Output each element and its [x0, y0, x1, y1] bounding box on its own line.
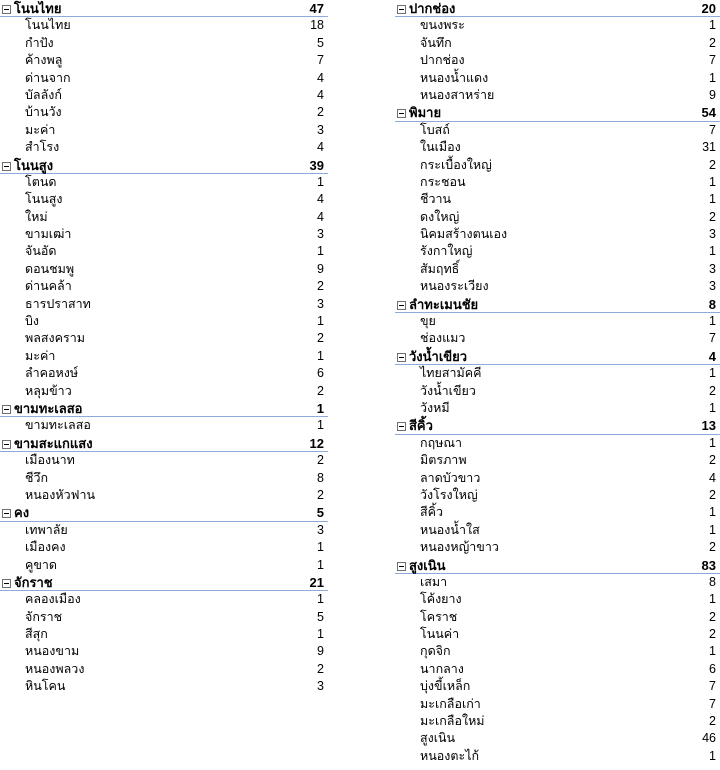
district-name: วังน้ำเขียว	[409, 348, 468, 364]
subdistrict-count: 1	[317, 592, 324, 607]
subdistrict-row[interactable]	[0, 522, 328, 539]
subdistrict-count: 2	[709, 627, 716, 642]
subdistrict-name: กำปัง	[25, 35, 54, 50]
subdistrict-count: 3	[317, 679, 324, 694]
subdistrict-name: สัมฤทธิ์	[420, 261, 460, 276]
subdistrict-row[interactable]	[395, 313, 720, 330]
subdistrict-name: ลาดบัวขาว	[420, 470, 481, 485]
collapse-toggle-icon[interactable]	[397, 422, 406, 431]
subdistrict-name: ปากช่อง	[420, 53, 465, 68]
collapse-toggle-icon[interactable]	[2, 405, 11, 414]
subdistrict-row[interactable]	[395, 261, 720, 278]
subdistrict-count: 1	[317, 557, 324, 572]
subdistrict-name: มะเกลือเก่า	[420, 696, 481, 711]
subdistrict-name: จันอัด	[25, 244, 57, 259]
subdistrict-name: คลองเมือง	[25, 592, 81, 607]
subdistrict-count: 3	[709, 279, 716, 294]
subdistrict-row[interactable]	[395, 435, 720, 452]
subdistrict-count: 2	[317, 105, 324, 120]
subdistrict-row[interactable]	[0, 348, 328, 365]
collapse-toggle-icon[interactable]	[2, 440, 11, 449]
subdistrict-row[interactable]	[0, 243, 328, 260]
subdistrict-name: ชีวาน	[420, 192, 452, 207]
subdistrict-row[interactable]	[0, 139, 328, 156]
subdistrict-name: หนองตะไก้	[420, 748, 480, 763]
subdistrict-row[interactable]	[395, 122, 720, 139]
subdistrict-count: 1	[709, 748, 716, 763]
subdistrict-row[interactable]	[395, 522, 720, 539]
subdistrict-name: จักราช	[25, 609, 63, 624]
subdistrict-name: วังโรงใหญ่	[420, 487, 478, 502]
subdistrict-row[interactable]	[395, 139, 720, 156]
subdistrict-name: เสมา	[420, 574, 448, 589]
subdistrict-row[interactable]	[0, 557, 328, 574]
subdistrict-name: โนนสูง	[25, 192, 63, 207]
subdistrict-row[interactable]	[0, 70, 328, 87]
subdistrict-name: วังน้ำเขียว	[420, 383, 476, 398]
subdistrict-name: หนองหญ้าขาว	[420, 540, 499, 555]
subdistrict-name: ชีวึก	[25, 470, 49, 485]
subdistrict-count: 2	[709, 714, 716, 729]
subdistrict-row[interactable]	[395, 539, 720, 556]
subdistrict-count: 18	[310, 18, 324, 33]
subdistrict-row[interactable]	[0, 609, 328, 626]
subdistrict-name: โบสถ์	[420, 122, 450, 137]
subdistrict-count: 5	[317, 609, 324, 624]
subdistrict-name: เมืองคง	[25, 540, 66, 555]
subdistrict-name: โนนค่า	[420, 627, 460, 642]
subdistrict-row[interactable]	[395, 17, 720, 34]
subdistrict-row[interactable]	[395, 383, 720, 400]
district-name: ปากช่อง	[409, 1, 456, 16]
subdistrict-name: หนองระเวียง	[420, 279, 489, 294]
subdistrict-name: โตนด	[25, 174, 57, 189]
district-name: สีคิ้ว	[409, 418, 433, 434]
subdistrict-name: บิง	[25, 314, 40, 329]
subdistrict-count: 31	[702, 140, 716, 155]
subdistrict-count: 1	[709, 174, 716, 189]
subdistrict-row[interactable]	[0, 643, 328, 660]
subdistrict-count: 1	[709, 314, 716, 329]
district-name: โนนสูง	[14, 157, 54, 173]
subdistrict-count: 1	[317, 348, 324, 363]
subdistrict-count: 3	[317, 227, 324, 242]
subdistrict-name: พลสงคราม	[25, 331, 85, 346]
district-total: 83	[701, 557, 716, 573]
subdistrict-count: 8	[317, 470, 324, 485]
subdistrict-row[interactable]	[395, 191, 720, 208]
pivot-table-right	[395, 0, 720, 765]
subdistrict-row[interactable]	[0, 591, 328, 608]
subdistrict-count: 2	[709, 609, 716, 624]
subdistrict-row[interactable]	[395, 470, 720, 487]
subdistrict-count: 9	[317, 644, 324, 659]
pivot-table-left	[0, 0, 328, 696]
district-group-row[interactable]	[0, 0, 328, 17]
collapse-toggle-icon[interactable]	[2, 5, 11, 14]
subdistrict-count: 4	[317, 70, 324, 85]
district-group-row[interactable]	[395, 296, 720, 313]
subdistrict-count: 5	[317, 35, 324, 50]
collapse-toggle-icon[interactable]	[397, 109, 406, 118]
subdistrict-name: ขามทะเลสอ	[25, 418, 91, 433]
subdistrict-name: หนองน้ำแดง	[420, 70, 489, 85]
subdistrict-row[interactable]	[0, 17, 328, 34]
subdistrict-name: หลุมข้าว	[25, 383, 72, 398]
subdistrict-count: 1	[317, 244, 324, 259]
subdistrict-row[interactable]	[0, 296, 328, 313]
district-total: 47	[309, 1, 324, 16]
subdistrict-name: สำโรง	[25, 140, 60, 155]
subdistrict-name: ในเมือง	[420, 140, 461, 155]
collapse-toggle-icon[interactable]	[2, 162, 11, 171]
subdistrict-name: กระชอน	[420, 174, 466, 189]
subdistrict-name: กระเบื้องใหญ่	[420, 157, 492, 172]
subdistrict-count: 1	[709, 18, 716, 33]
subdistrict-row[interactable]	[0, 261, 328, 278]
subdistrict-count: 2	[317, 383, 324, 398]
subdistrict-row[interactable]	[395, 35, 720, 52]
subdistrict-count: 7	[317, 53, 324, 68]
subdistrict-count: 2	[317, 279, 324, 294]
subdistrict-row[interactable]	[395, 696, 720, 713]
collapse-toggle-icon[interactable]	[2, 579, 11, 588]
subdistrict-count: 4	[709, 470, 716, 485]
district-name: คง	[14, 505, 30, 521]
subdistrict-count: 1	[709, 592, 716, 607]
subdistrict-name: ใหม่	[25, 209, 48, 224]
collapse-toggle-icon[interactable]	[397, 5, 406, 14]
subdistrict-row[interactable]	[0, 330, 328, 347]
subdistrict-count: 3	[317, 522, 324, 537]
subdistrict-row[interactable]	[0, 487, 328, 504]
district-total: 1	[316, 400, 324, 416]
subdistrict-count: 1	[709, 522, 716, 537]
subdistrict-count: 1	[709, 192, 716, 207]
subdistrict-count: 1	[709, 400, 716, 415]
subdistrict-row[interactable]	[395, 661, 720, 678]
subdistrict-name: สีสุก	[25, 627, 48, 642]
subdistrict-name: สีคิ้ว	[420, 505, 444, 520]
subdistrict-count: 2	[709, 35, 716, 50]
district-total: 54	[701, 105, 716, 121]
subdistrict-count: 1	[317, 418, 324, 433]
subdistrict-row[interactable]	[0, 313, 328, 330]
subdistrict-count: 46	[702, 731, 716, 746]
subdistrict-row[interactable]	[395, 591, 720, 608]
district-group-row[interactable]	[0, 400, 328, 417]
subdistrict-name: ธารปราสาท	[25, 296, 91, 311]
district-name: ขามทะเลสอ	[14, 400, 83, 416]
subdistrict-name: ดงใหญ่	[420, 209, 460, 224]
subdistrict-name: โนนไทย	[25, 18, 71, 33]
subdistrict-row[interactable]	[0, 52, 328, 69]
district-total: 12	[309, 435, 324, 451]
subdistrict-name: นิคมสร้างตนเอง	[420, 227, 508, 242]
subdistrict-row[interactable]	[395, 365, 720, 382]
subdistrict-row[interactable]	[395, 643, 720, 660]
subdistrict-name: ขามเฒ่า	[25, 227, 72, 242]
subdistrict-count: 9	[709, 87, 716, 102]
district-group-row[interactable]	[395, 557, 720, 574]
subdistrict-row[interactable]	[395, 504, 720, 521]
subdistrict-count: 6	[317, 366, 324, 381]
subdistrict-name: มะค่า	[25, 348, 56, 363]
subdistrict-name: บัลลังก์	[25, 87, 62, 102]
subdistrict-name: โคราช	[420, 609, 458, 624]
subdistrict-row[interactable]	[395, 87, 720, 104]
district-total: 39	[309, 157, 324, 173]
subdistrict-name: จันทึก	[420, 35, 452, 50]
subdistrict-count: 1	[317, 540, 324, 555]
subdistrict-count: 1	[709, 505, 716, 520]
subdistrict-name: หินโคน	[25, 679, 66, 694]
subdistrict-row[interactable]	[0, 226, 328, 243]
subdistrict-name: หนองน้ำใส	[420, 522, 480, 537]
subdistrict-count: 2	[709, 487, 716, 502]
subdistrict-row[interactable]	[0, 174, 328, 191]
subdistrict-name: คูขาด	[25, 557, 58, 572]
subdistrict-row[interactable]	[395, 209, 720, 226]
district-group-row[interactable]	[0, 504, 328, 521]
subdistrict-name: บุ่งขี้เหล็ก	[420, 679, 471, 694]
subdistrict-row[interactable]	[395, 452, 720, 469]
subdistrict-row[interactable]	[395, 330, 720, 347]
district-name: จักราช	[14, 574, 53, 590]
subdistrict-count: 1	[709, 366, 716, 381]
district-group-row[interactable]	[395, 104, 720, 121]
subdistrict-count: 7	[709, 696, 716, 711]
district-total: 4	[708, 348, 716, 364]
district-total: 8	[708, 296, 716, 312]
subdistrict-name: หนองสาหร่าย	[420, 87, 495, 102]
collapse-toggle-icon[interactable]	[397, 562, 406, 571]
subdistrict-row[interactable]	[395, 243, 720, 260]
subdistrict-row[interactable]	[0, 626, 328, 643]
collapse-toggle-icon[interactable]	[2, 509, 11, 518]
district-group-row[interactable]	[395, 348, 720, 365]
subdistrict-count: 2	[317, 331, 324, 346]
subdistrict-row[interactable]	[0, 191, 328, 208]
subdistrict-count: 8	[709, 574, 716, 589]
district-total: 21	[309, 574, 324, 590]
district-name: ลำทะเมนชัย	[409, 296, 479, 312]
subdistrict-name: ดอนชมพู	[25, 261, 75, 276]
subdistrict-name: ขนงพระ	[420, 18, 465, 33]
subdistrict-count: 4	[317, 192, 324, 207]
subdistrict-count: 1	[709, 70, 716, 85]
subdistrict-count: 2	[709, 383, 716, 398]
subdistrict-row[interactable]	[395, 678, 720, 695]
subdistrict-name: หนองขาม	[25, 644, 80, 659]
district-name: ขามสะแกแสง	[14, 435, 93, 451]
subdistrict-name: เทพาลัย	[25, 522, 68, 537]
subdistrict-name: มะค่า	[25, 122, 56, 137]
district-total: 5	[316, 505, 324, 521]
subdistrict-row[interactable]	[0, 122, 328, 139]
subdistrict-name: โค้งยาง	[420, 592, 462, 607]
subdistrict-name: ไทยสามัคคี	[420, 366, 482, 381]
subdistrict-name: วังหมี	[420, 400, 450, 415]
subdistrict-row[interactable]	[395, 574, 720, 591]
subdistrict-row[interactable]	[0, 452, 328, 469]
subdistrict-row[interactable]	[395, 748, 720, 765]
subdistrict-row[interactable]	[395, 487, 720, 504]
district-group-row[interactable]	[0, 435, 328, 452]
subdistrict-count: 7	[709, 122, 716, 137]
subdistrict-count: 2	[709, 453, 716, 468]
subdistrict-row[interactable]	[0, 87, 328, 104]
subdistrict-row[interactable]	[395, 713, 720, 730]
collapse-toggle-icon[interactable]	[397, 353, 406, 362]
subdistrict-count: 7	[709, 53, 716, 68]
subdistrict-count: 9	[317, 261, 324, 276]
subdistrict-count: 6	[709, 661, 716, 676]
district-group-row[interactable]	[395, 417, 720, 434]
subdistrict-count: 2	[317, 487, 324, 502]
subdistrict-name: หนองพลวง	[25, 661, 85, 676]
subdistrict-name: ด่านคล้า	[25, 279, 72, 294]
subdistrict-count: 7	[709, 331, 716, 346]
district-total: 13	[701, 418, 716, 434]
subdistrict-count: 3	[709, 261, 716, 276]
subdistrict-name: ลำคอหงษ์	[25, 366, 79, 381]
subdistrict-row[interactable]	[0, 365, 328, 382]
subdistrict-row[interactable]	[395, 52, 720, 69]
subdistrict-name: หนองหัวฟาน	[25, 487, 96, 502]
subdistrict-name: ขุย	[420, 314, 436, 329]
subdistrict-count: 4	[317, 140, 324, 155]
subdistrict-count: 4	[317, 209, 324, 224]
subdistrict-count: 3	[709, 227, 716, 242]
subdistrict-name: มะเกลือใหม่	[420, 714, 485, 729]
subdistrict-row[interactable]	[0, 383, 328, 400]
subdistrict-name: กฤษณา	[420, 435, 462, 450]
subdistrict-count: 1	[709, 244, 716, 259]
subdistrict-count: 3	[317, 122, 324, 137]
subdistrict-count: 1	[317, 174, 324, 189]
subdistrict-row[interactable]	[395, 730, 720, 747]
subdistrict-row[interactable]	[395, 400, 720, 417]
subdistrict-name: ช่องแมว	[420, 331, 466, 346]
collapse-toggle-icon[interactable]	[397, 301, 406, 310]
district-total: 20	[701, 1, 716, 16]
subdistrict-name: ด่านจาก	[25, 70, 71, 85]
subdistrict-row[interactable]	[0, 661, 328, 678]
subdistrict-row[interactable]	[395, 226, 720, 243]
subdistrict-count: 3	[317, 296, 324, 311]
subdistrict-row[interactable]	[0, 678, 328, 695]
subdistrict-count: 7	[709, 679, 716, 694]
subdistrict-row[interactable]	[0, 209, 328, 226]
subdistrict-count: 2	[709, 209, 716, 224]
subdistrict-row[interactable]	[395, 278, 720, 295]
subdistrict-name: นากลาง	[420, 661, 464, 676]
subdistrict-row[interactable]	[0, 104, 328, 121]
subdistrict-name: สูงเนิน	[420, 731, 456, 746]
district-name: โนนไทย	[14, 1, 62, 16]
subdistrict-row[interactable]	[0, 539, 328, 556]
district-group-row[interactable]	[0, 574, 328, 591]
subdistrict-count: 2	[317, 453, 324, 468]
subdistrict-row[interactable]	[0, 35, 328, 52]
subdistrict-name: กุดจิก	[420, 644, 451, 659]
subdistrict-row[interactable]	[395, 157, 720, 174]
subdistrict-name: ค้างพลู	[25, 53, 63, 68]
subdistrict-count: 2	[317, 661, 324, 676]
subdistrict-row[interactable]	[0, 278, 328, 295]
subdistrict-row[interactable]	[395, 609, 720, 626]
subdistrict-count: 1	[317, 627, 324, 642]
district-group-row[interactable]	[0, 157, 328, 174]
district-name: สูงเนิน	[409, 557, 446, 573]
district-name: พิมาย	[409, 105, 442, 121]
subdistrict-name: มิตรภาพ	[420, 453, 467, 468]
subdistrict-count: 1	[709, 435, 716, 450]
subdistrict-count: 1	[709, 644, 716, 659]
subdistrict-name: เมืองนาท	[25, 453, 75, 468]
subdistrict-name: รังกาใหญ่	[420, 244, 473, 259]
subdistrict-row[interactable]	[0, 417, 328, 434]
subdistrict-row[interactable]	[0, 470, 328, 487]
district-group-row[interactable]	[395, 0, 720, 17]
subdistrict-row[interactable]	[395, 626, 720, 643]
subdistrict-name: บ้านวัง	[25, 105, 62, 120]
subdistrict-row[interactable]	[395, 70, 720, 87]
subdistrict-count: 1	[317, 314, 324, 329]
subdistrict-count: 4	[317, 87, 324, 102]
subdistrict-count: 2	[709, 157, 716, 172]
subdistrict-row[interactable]	[395, 174, 720, 191]
subdistrict-count: 2	[709, 540, 716, 555]
